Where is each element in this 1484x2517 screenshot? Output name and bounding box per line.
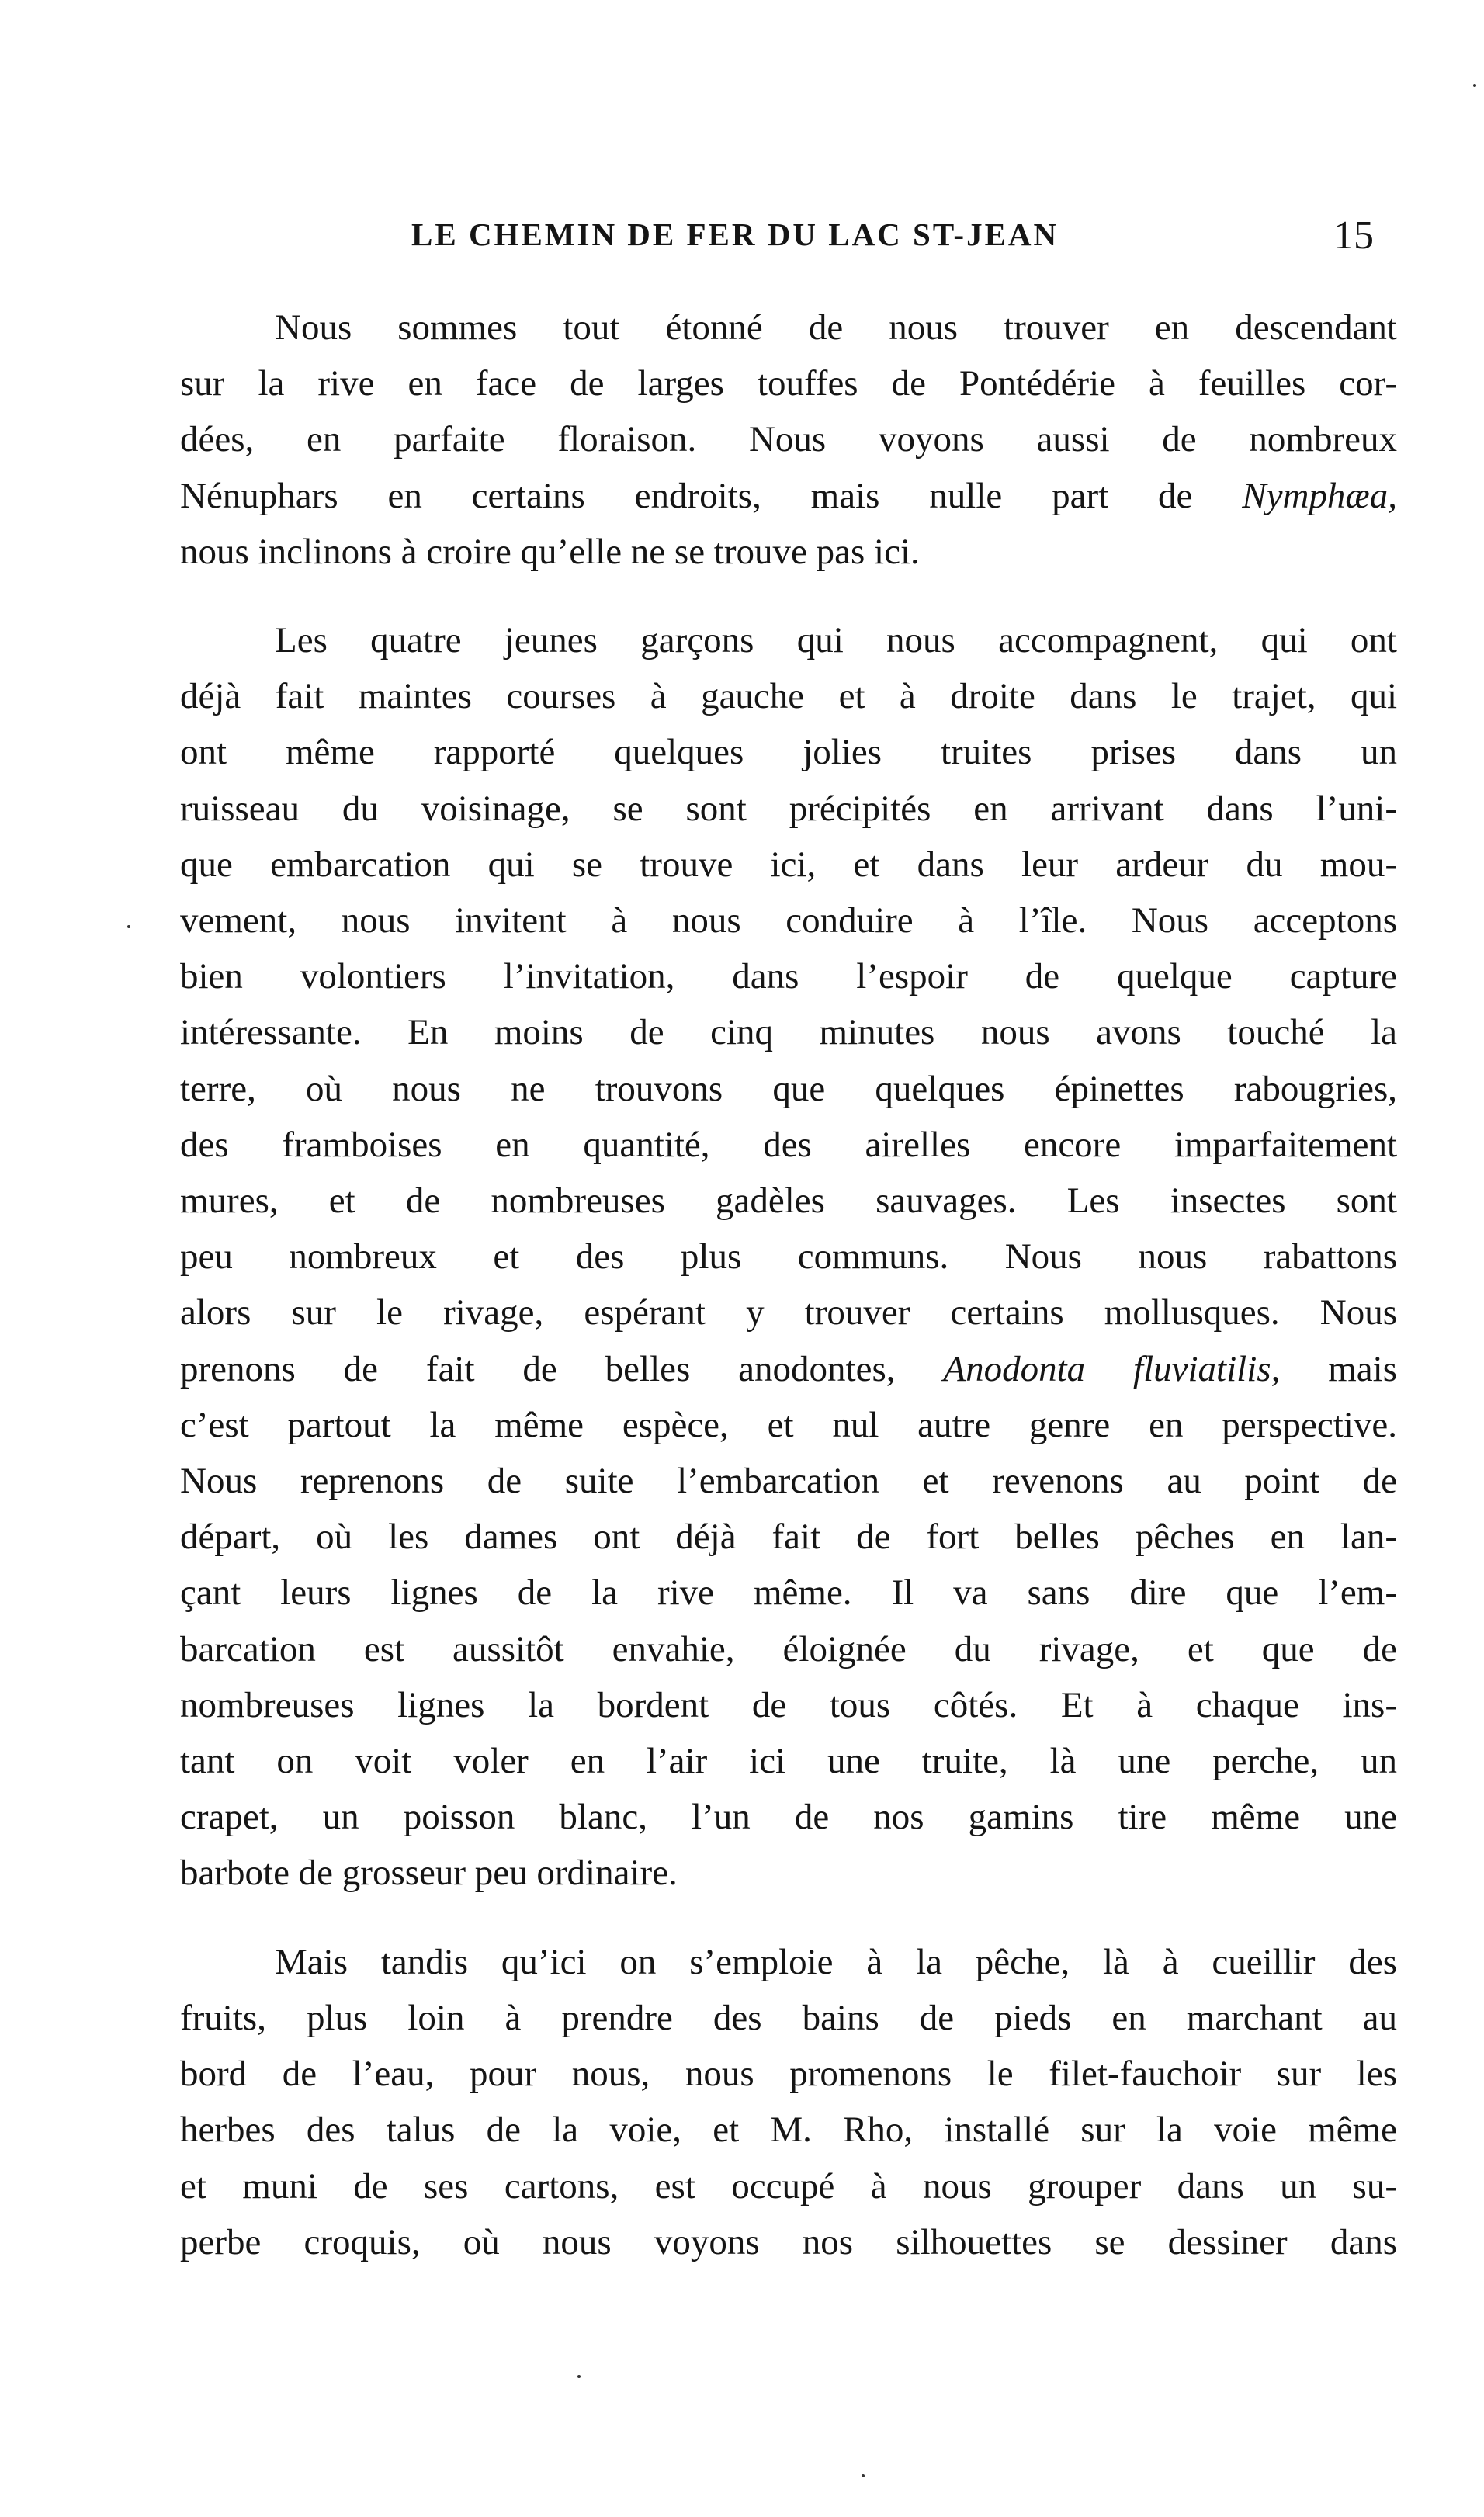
text-line: intéressante. En moins de cinq minutes nous avons touché la <box>180 1012 1397 1053</box>
text-line: bord de l’eau, pour nous, nous promenons le filet-fauchoir sur les <box>180 2054 1397 2095</box>
text-line: bien volontiers l’invitation, dans l’espoir de quelque capture <box>180 956 1397 997</box>
paragraph-1 <box>180 300 1397 580</box>
text-line: crapet, un poisson blanc, l’un de nos gamins tire même une <box>180 1797 1397 1838</box>
italic-term-nymphaea: Nymphæa, <box>1242 475 1397 516</box>
text-line: fruits, plus loin à prendre des bains de pieds en marchant au <box>180 1997 1397 2038</box>
text-line: vement, nous invitent à nous conduire à l’île. Nous acceptons <box>180 900 1397 941</box>
text-line: Nous reprenons de suite l’embarcation et revenons au point de <box>180 1461 1397 1502</box>
scan-speck <box>127 925 130 928</box>
text-line-start: prenons de fait de belles anodontes, <box>180 1348 944 1389</box>
text-line: terre, où nous ne trouvons que quelques épinettes rabougries, <box>180 1068 1397 1109</box>
text-line: peu nombreux et des plus communs. Nous nous rabattons <box>180 1236 1397 1278</box>
text-line: des framboises en quantité, des airelles encore imparfaitement <box>180 1124 1397 1165</box>
page-header <box>411 213 1374 278</box>
text-line: Les quatre jeunes garçons qui nous accompagnent, qui ont <box>275 620 1397 661</box>
text-line <box>180 468 1397 524</box>
text-line-end: mais <box>1280 1348 1397 1389</box>
text-line: Mais tandis qu’ici on s’emploie à la pêche, là à cueillir des <box>275 1941 1397 1982</box>
scan-speck <box>1473 84 1476 87</box>
text-line: alors sur le rivage, espérant y trouver certains mollusques. Nous <box>180 1292 1397 1333</box>
text-line: et muni de ses cartons, est occupé à nous grouper dans un su- <box>180 2165 1397 2207</box>
paragraph-3 <box>180 1934 1397 2270</box>
text-line: que embarcation qui se trouve ici, et dans leur ardeur du mou- <box>180 844 1397 885</box>
text-line: barcation est aussitôt envahie, éloignée du rivage, et que de <box>180 1628 1397 1669</box>
body-text <box>180 300 1397 2270</box>
text-line: mures, et de nombreuses gadèles sauvages. Les insectes sont <box>180 1180 1397 1222</box>
italic-term-anodonta: Anodonta fluviatilis, <box>943 1348 1281 1389</box>
text-line: nous inclinons à croire qu’elle ne se trouve pas ici. <box>180 531 920 572</box>
text-line-start: Nénuphars en certains endroits, mais nulle part de <box>180 475 1243 516</box>
text-line: déjà fait maintes courses à gauche et à droite dans le trajet, qui <box>180 676 1397 717</box>
running-head: LE CHEMIN DE FER DU LAC ST-JEAN <box>411 217 1059 252</box>
text-line: départ, où les dames ont déjà fait de fort belles pêches en lan- <box>180 1517 1397 1558</box>
text-line <box>180 1341 1397 1397</box>
page-number: 15 <box>1333 213 1374 258</box>
text-line: ruisseau du voisinage, se sont précipités en arrivant dans l’uni- <box>180 788 1397 829</box>
text-line: ont même rapporté quelques jolies truites prises dans un <box>180 732 1397 773</box>
text-line: tant on voit voler en l’air ici une truite, là une perche, un <box>180 1741 1397 1782</box>
scan-speck <box>577 2375 581 2378</box>
text-line: dées, en parfaite floraison. Nous voyons aussi de nombreux <box>180 419 1397 460</box>
text-line: barbote de grosseur peu ordinaire. <box>180 1853 678 1894</box>
text-line: c’est partout la même espèce, et nul autre genre en perspective. <box>180 1404 1397 1445</box>
text-line: nombreuses lignes la bordent de tous côtés. Et à chaque ins- <box>180 1684 1397 1725</box>
paragraph-2 <box>180 612 1397 1902</box>
text-line: herbes des talus de la voie, et M. Rho, installé sur la voie même <box>180 2110 1397 2151</box>
scan-speck <box>862 2474 865 2477</box>
text-line: Nous sommes tout étonné de nous trouver en descendant <box>275 307 1397 348</box>
text-line: çant leurs lignes de la rive même. Il va sans dire que l’em- <box>180 1572 1397 1614</box>
text-line: sur la rive en face de larges touffes de Pontédérie à feuilles cor- <box>180 363 1397 404</box>
text-line: perbe croquis, où nous voyons nos silhouettes se dessiner dans <box>180 2221 1397 2262</box>
